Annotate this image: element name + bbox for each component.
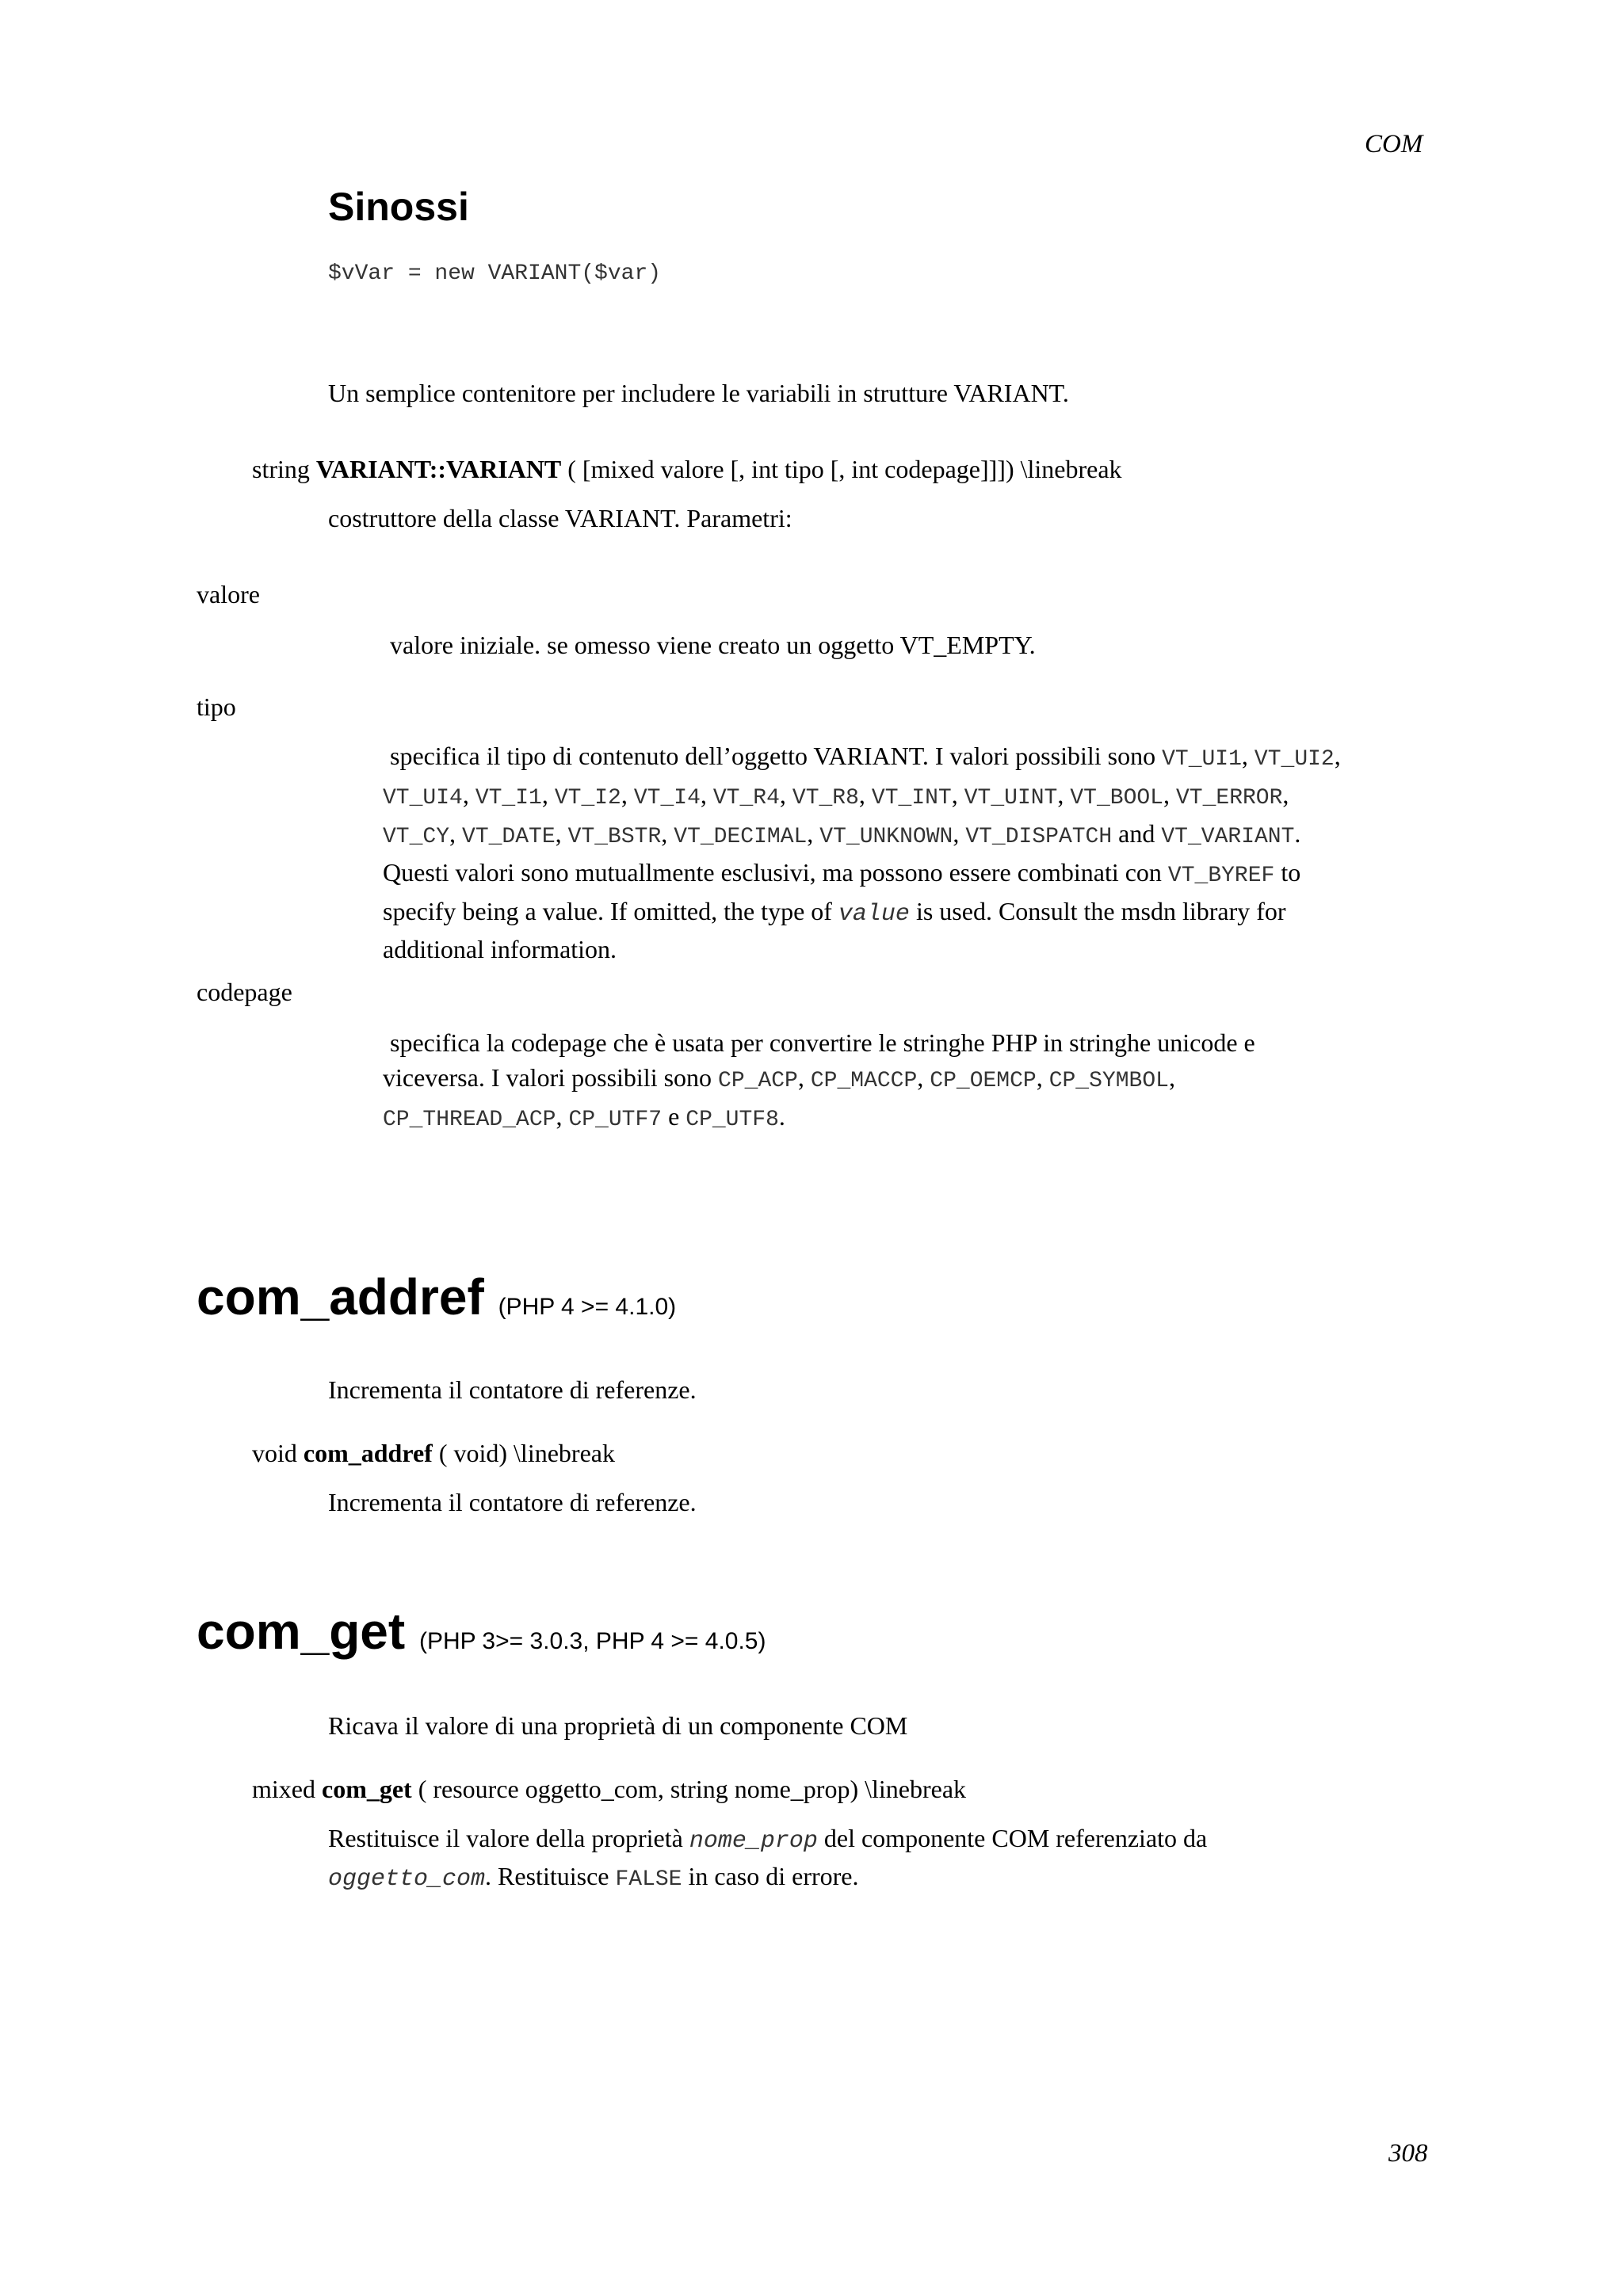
param-desc-valore: valore iniziale. se omesso viene creato un oggetto VT_EMPTY. (390, 631, 1036, 659)
synopsis-heading: Sinossi (328, 185, 469, 229)
variant-signature (252, 452, 1122, 486)
synopsis-description: Un semplice contenitore per includere le variabili in strutture VARIANT. (328, 379, 1069, 407)
com-addref-since: (PHP 4 >= 4.1.0) (498, 1294, 677, 1320)
running-header: COM (1365, 130, 1423, 158)
com-addref-description: Incrementa il contatore di referenze. (328, 1488, 697, 1516)
signature-args: ( [mixed valore [, int tipo [, int codepage]]]) \linebreak (567, 455, 1122, 483)
com-get-purpose: Ricava il valore di una proprietà di un componente COM (328, 1711, 908, 1740)
com-addref-heading (197, 1268, 676, 1326)
param-term-tipo: tipo (197, 692, 236, 721)
com-get-signature: mixed com_get ( resource oggetto_com, string nome_prop) \linebreak (252, 1775, 967, 1803)
com-addref-signature: void com_addref ( void) \linebreak (252, 1439, 615, 1467)
signature-function-name: VARIANT::VARIANT (315, 455, 562, 483)
signature-return-type: string (252, 455, 310, 483)
synopsis-code: $vVar = new VARIANT($var) (328, 261, 662, 286)
param-desc-codepage: specifica la codepage che è usata per convertire le stringhe PHP in stringhe unicode e viceversa. I valori possibili sono CP_ACP, CP_MACCP, CP_OEMCP, CP_SYMBOL, CP_THREAD_ACP, CP_UTF7 e CP_UTF8. (383, 1028, 1255, 1132)
com-addref-purpose: Incrementa il contatore di referenze. (328, 1375, 697, 1404)
param-term-valore: valore (197, 580, 260, 608)
param-desc-tipo: specifica il tipo di contenuto dell’oggetto VARIANT. I valori possibili sono VT_UI1, VT_UI2, VT_UI4, VT_I1, VT_I2, VT_I4, VT_R4, VT_R8, VT_INT, VT_UINT, VT_BOOL, VT_ERROR, VT_CY, VT_DATE, VT_BSTR, VT_DECIMAL, VT_UNKNOWN, VT_DISPATCH and VT_VARIANT. Questi valori sono mutuallmente esclusivi, ma possono essere combinati con VT_BYREF to specify being a value. If omitted, the type of value is used. Consult the msdn library for additional information. (383, 742, 1341, 963)
com-addref-title: com_addref (197, 1268, 484, 1325)
com-get-description: Restituisce il valore della proprietà nome_prop del componente COM referenziato da oggetto_com. Restituisce FALSE in caso di errore. (328, 1824, 1208, 1893)
com-get-title: com_get (197, 1603, 406, 1660)
page-number: 308 (1388, 2139, 1428, 2168)
com-get-heading (197, 1602, 766, 1661)
com-get-since: (PHP 3>= 3.0.3, PHP 4 >= 4.0.5) (418, 1628, 766, 1654)
variant-intro: costruttore della classe VARIANT. Parametri: (328, 504, 792, 532)
param-term-codepage: codepage (197, 978, 292, 1006)
